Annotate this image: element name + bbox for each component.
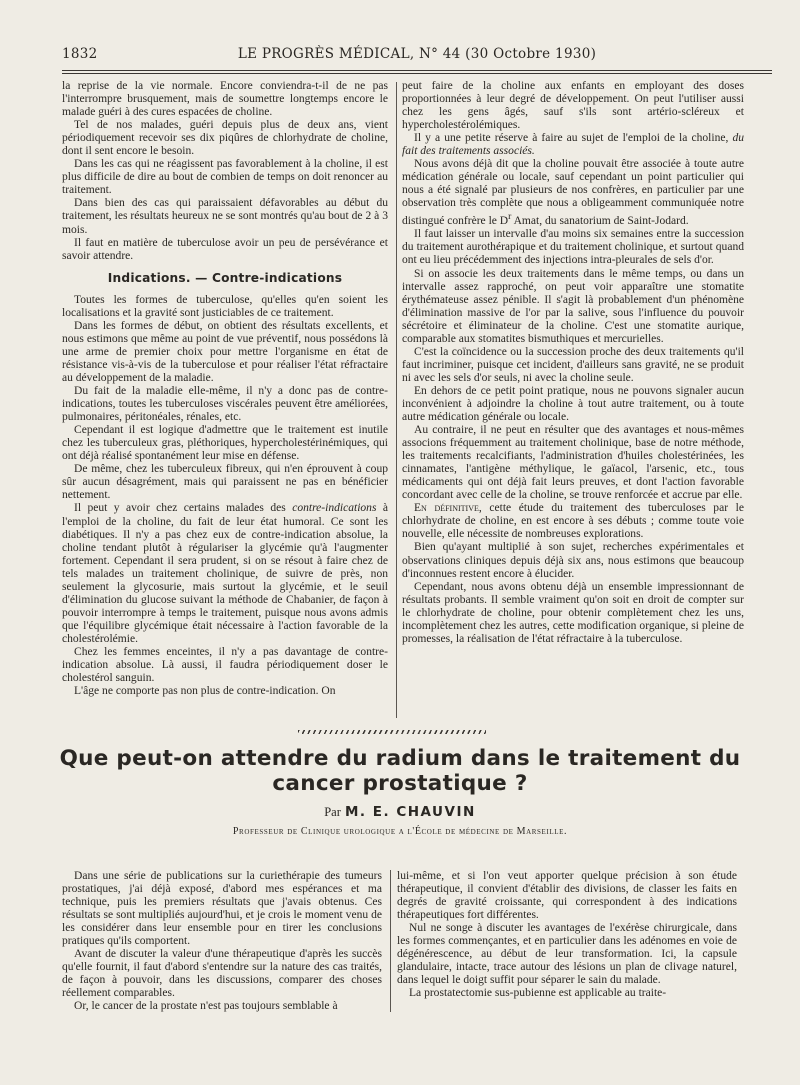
paragraph: Toutes les formes de tuberculose, qu'elles qu'en soient les localisations et la gravité sont justiciables de ce traitement. bbox=[62, 293, 388, 319]
author-prefix: Par bbox=[324, 805, 341, 819]
emphasis: contre-indications bbox=[292, 502, 377, 515]
article2-right-column bbox=[397, 870, 737, 1000]
text-run: Il y a une petite réserve à faire au sujet de l'emploi de la choline, bbox=[414, 132, 733, 145]
article-title: Que peut-on attendre du radium dans le traitement du cancer prostatique ? bbox=[59, 746, 741, 796]
text-run: Nous avons déjà dit que la choline pouvait être associée à toute autre médication générale ou locale, sauf cependant un point particulier qui nous a été signalé par plusieurs de nos confrères, en particulier par une observation très complète que nous a obligeamment communiquée notre distingué confrère le D bbox=[402, 158, 744, 228]
journal-title: LE PROGRÈS MÉDICAL, N° 44 (30 Octobre 1930) bbox=[237, 46, 597, 62]
paragraph: Cependant il est logique d'admettre que le traitement est inutile chez les tuberculeux gras, pléthoriques, hypercholestérinémiques, qui ont déjà réalisé spontanément leur mise en défense. bbox=[62, 424, 388, 463]
small-caps-run: En définitive bbox=[414, 502, 479, 515]
paragraph: Dans une série de publications sur la curiethérapie des tumeurs prostatiques, j'ai déjà exposé, d'abord mes espérances et ma technique, puis les premiers résultats que j'avais obtenus. Ces résultats se sont multipliés aujourd'hui, et je crois le moment venu de les considérer dans leur ensemble pour en tirer les conclusions pratiques qu'ils comportent. bbox=[62, 870, 382, 948]
text-run: Il peut y avoir chez certains malades des bbox=[74, 502, 293, 515]
author-name: M. E. CHAUVIN bbox=[345, 804, 476, 820]
paragraph: lui-même, et si l'on veut apporter quelque précision à son étude thérapeutique, il convient d'établir des divisions, de classer les faits en degrés de gravité croissante, qui correspondent à des indications thérapeutiques fort différentes. bbox=[397, 870, 737, 922]
right-column bbox=[402, 80, 744, 646]
paragraph bbox=[402, 502, 744, 541]
section-divider bbox=[298, 730, 486, 734]
paragraph: Au contraire, il ne peut en résulter que des avantages et nous-mêmes associons fréquemment au traitement cholinique, base de notre méthode, les traitements recalcifiants, l'administration d'huiles cholestérinées, les cinnamates, l'antigène méthylique, le gaïacol, l'arsenic, etc., tous médicaments qui ont déjà fait leurs preuves, et dont l'action favorable concordant avec celle de la choline, se trouve renforcée et accrue par elle. bbox=[402, 424, 744, 502]
header-rule bbox=[62, 70, 772, 71]
paragraph: La prostatectomie sus-pubienne est applicable au traite- bbox=[409, 987, 667, 1000]
paragraph: Or, le cancer de la prostate n'est pas toujours semblable à bbox=[74, 1000, 338, 1013]
paragraph bbox=[402, 158, 744, 228]
paragraph: Si on associe les deux traitements dans le même temps, ou dans un intervalle assez rapproché, on peut voir apparaître une stomatite érythémateuse assez pénible. Il s'agit là probablement d'un phénomène d'élimination massive de l'or par la salive, sous l'influence du pouvoir sécrétoire et éliminateur de la choline. C'est une stomatite aurique, comparable aux stomatites bismuthiques et mercurielles. bbox=[402, 267, 744, 345]
paragraph: Nul ne songe à discuter les avantages de l'exérèse chirurgicale, dans les formes commençantes, et en particulier dans les adénomes en voie de dégénérescence, au début de leur transformation. Ici, la capsule glandulaire, intacte, trace autour des lésions un plan de clivage naturel, dans lequel le doigt suffit pour séparer le sain du malade. bbox=[397, 922, 737, 987]
author-affiliation: Professeur de Clinique urologique a l'École de médecine de Marseille. bbox=[232, 826, 568, 837]
paragraph: Bien qu'ayant multiplié à son sujet, recherches expérimentales et observations cliniques depuis déjà six ans, nous estimons que beaucoup d'inconnues restent encore à élucider. bbox=[402, 541, 744, 580]
paragraph: peut faire de la choline aux enfants en employant des doses proportionnées à leur degré de développement. On peut l'utiliser aussi chez les gens âgés, sauf s'ils sont artério-scléreux et hypercholestérolémiques. bbox=[402, 80, 744, 132]
paragraph bbox=[402, 132, 744, 158]
text-run: à l'emploi de la choline, du fait de leur état humoral. Ce sont les diabétiques. Il n'y a pas chez eux de contre-indication absolue, la choline tendant plutôt à régulariser la glycémie qu'à l'augmenter fortement. Cependant il sera prudent, si on se résout à faire chez de tels malades un traitement cholinique, de suivre de près, non seulement la glycosurie, mais surtout la glycémie, et le seuil d'élimination du glucose suivant la méthode de Chabanier, de façon à pouvoir interrompre à temps le traitement, puisque nous avons admis que l'équilibre glycémique était nécessaire à l'action favorable de la cholestérolémie. bbox=[62, 502, 388, 645]
paragraph: Il faut laisser un intervalle d'au moins six semaines entre la succession du traitement aurothérapique et du traitement cholinique, et surtout quand ont eu lieu précédemment des injections intra-pleurales de sels d'or. bbox=[402, 228, 744, 267]
paragraph: la reprise de la vie normale. Encore conviendra-t-il de ne pas l'interrompre brusquement, mais de soumettre longtemps encore le malade guéri à des cures espacées de choline. bbox=[62, 80, 388, 119]
paragraph: Cependant, nous avons obtenu déjà un ensemble impressionnant de résultats probants. Il semble vraiment qu'on soit en droit de compter sur le chlorhydrate de choline, pour obtenir complètement chez les uns, incomplètement chez les autres, cette modification organique, si pleine de promesses, la réalisation de l'état réfractaire à la tuberculose. bbox=[402, 580, 744, 645]
article2-left-column bbox=[62, 870, 382, 1014]
page-number: 1832 bbox=[62, 46, 98, 62]
paragraph: Dans bien des cas qui paraissaient défavorables au début du traitement, les résultats heureux ne se sont montrés qu'au bout de 2 à 3 mois. bbox=[62, 197, 388, 236]
header-rule-2 bbox=[62, 73, 772, 74]
text-run: , cette étude du traitement des tuberculoses par le chlorhydrate de choline, en est encore à ses débuts ; comme toute voie nouvelle, elle nécessite de nombreuses explorations. bbox=[402, 502, 744, 541]
running-header bbox=[62, 46, 772, 66]
paragraph: Il faut en matière de tuberculose avoir un peu de persévérance et savoir attendre. bbox=[62, 236, 388, 262]
paragraph bbox=[62, 502, 388, 646]
paragraph: De même, chez les tuberculeux fibreux, qui n'en éprouvent à coup sûr aucun désagrément, mais qui paraissent ne pas en bénéficier nettement. bbox=[62, 463, 388, 502]
paragraph: L'âge ne comporte pas non plus de contre-indication. On bbox=[74, 685, 336, 698]
column-separator bbox=[390, 870, 391, 1012]
paragraph: Dans les formes de début, on obtient des résultats excellents, et nous estimons que même au point de vue préventif, nous possédons là une arme de premier choix pour mettre l'organisme en état de résistance vis-à-vis de la tuberculose et pour réaliser l'état réfractaire au développement de la maladie. bbox=[62, 319, 388, 384]
text-run: Amat, du sanatorium de Saint-Jodard. bbox=[511, 215, 689, 228]
emphasis: du fait des traitements associés. bbox=[402, 132, 744, 158]
paragraph: En dehors de ce petit point pratique, nous ne pouvons signaler aucun inconvénient à adjoindre la choline à tout autre traitement, ou à toute autre médication générale ou locale. bbox=[402, 384, 744, 424]
section-heading: Indications. — Contre-indications bbox=[107, 270, 343, 285]
paragraph: Dans les cas qui ne réagissent pas favorablement à la choline, il est plus difficile de dire au bout de combien de temps on doit renoncer au traitement. bbox=[62, 158, 388, 197]
column-separator bbox=[396, 82, 397, 718]
paragraph: Tel de nos malades, guéri depuis plus de deux ans, vient périodiquement recevoir ses dix piqûres de chlorhydrate de choline, dont il sent encore le besoin. bbox=[62, 119, 388, 158]
author-line bbox=[0, 804, 800, 820]
paragraph: Du fait de la maladie elle-même, il n'y a donc pas de contre-indications, toutes les tuberculoses viscérales peuvent être améliorées, pulmonaires, péritonéales, rénales, etc. bbox=[62, 385, 388, 424]
paragraph: C'est la coïncidence ou la succession proche des deux traitements qu'il faut incriminer, puisque cet incident, d'ailleurs sans gravité, ne se produit ni avec les sels d'or seuls, ni avec la choline seule. bbox=[402, 345, 744, 384]
paragraph: Chez les femmes enceintes, il n'y a pas davantage de contre-indication absolue. Là aussi, il faudra périodiquement doser le cholestérol sanguin. bbox=[62, 645, 388, 685]
paragraph: Avant de discuter la valeur d'une thérapeutique d'après les succès qu'elle fournit, il faut d'abord s'entendre sur la nature des cas traités, de façon à pouvoir, dans les discussions, comparer des choses réellement comparables. bbox=[62, 948, 382, 1000]
left-column bbox=[62, 80, 388, 698]
superscript: r bbox=[508, 211, 512, 223]
